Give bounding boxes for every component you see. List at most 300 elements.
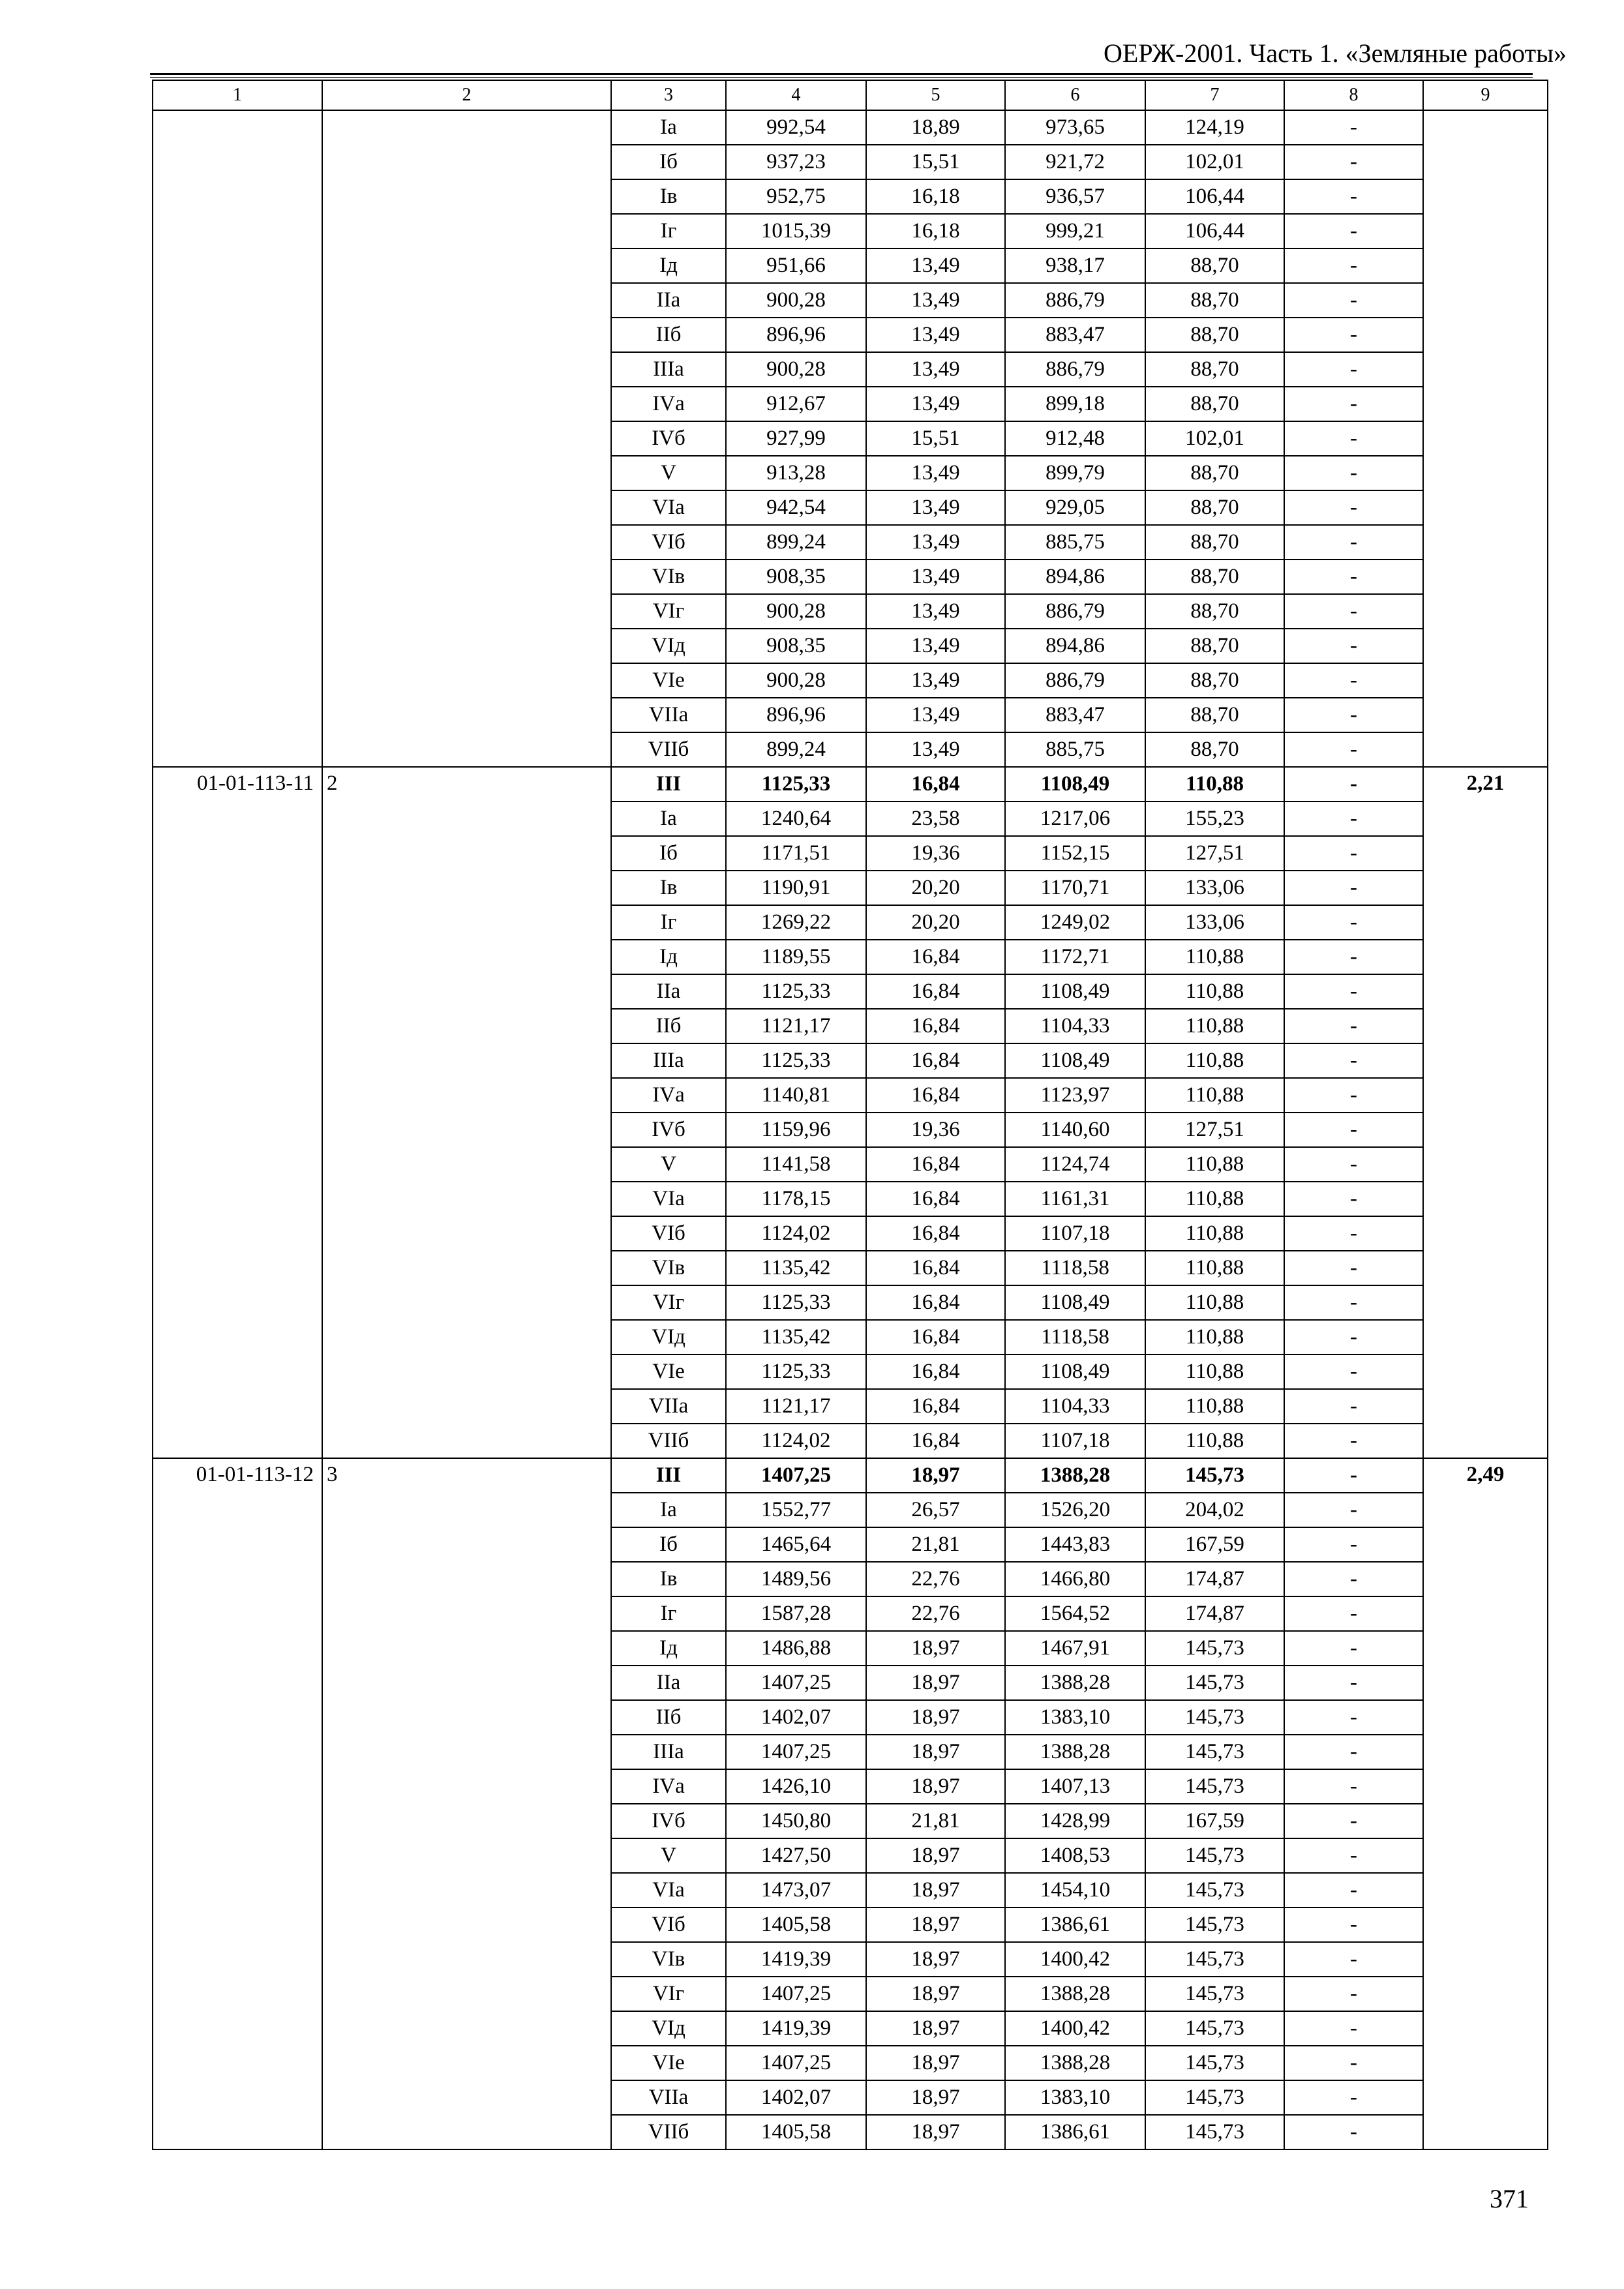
table-cell: V (611, 456, 726, 490)
table-cell: VIе (611, 663, 726, 698)
column-number-row (153, 80, 1548, 110)
table-cell: - (1284, 2011, 1423, 2046)
table-cell: 18,97 (866, 1700, 1005, 1735)
table-cell: - (1284, 1285, 1423, 1320)
table-cell: 16,18 (866, 179, 1005, 214)
table-cell: 88,70 (1145, 594, 1284, 629)
table-cell: 1383,10 (1005, 2080, 1145, 2115)
table-cell: IIIа (611, 1043, 726, 1078)
table-cell: 88,70 (1145, 248, 1284, 283)
table-cell: 1587,28 (726, 1596, 866, 1631)
table-cell: 21,81 (866, 1804, 1005, 1838)
table-cell: VIIб (611, 2115, 726, 2149)
table-cell: - (1284, 1147, 1423, 1182)
table-cell: 13,49 (866, 490, 1005, 525)
table-cell: 1428,99 (1005, 1804, 1145, 1838)
table-cell: 102,01 (1145, 421, 1284, 456)
table-cell: 1104,33 (1005, 1389, 1145, 1424)
table-cell: 174,87 (1145, 1596, 1284, 1631)
table-cell: 127,51 (1145, 1113, 1284, 1147)
table-cell: Iб (611, 836, 726, 871)
table-cell: 927,99 (726, 421, 866, 456)
table-cell: 900,28 (726, 594, 866, 629)
table-cell: 16,84 (866, 1078, 1005, 1113)
table-cell: 16,84 (866, 1354, 1005, 1389)
table-cell: 155,23 (1145, 801, 1284, 836)
table-cell: VIг (611, 1977, 726, 2011)
table-cell: 1141,58 (726, 1147, 866, 1182)
table-cell: 1121,17 (726, 1389, 866, 1424)
table-cell: 1443,83 (1005, 1527, 1145, 1562)
table-cell: 88,70 (1145, 283, 1284, 318)
table-cell: 1402,07 (726, 2080, 866, 2115)
table-cell: 1405,58 (726, 1908, 866, 1942)
table-cell: 896,96 (726, 318, 866, 352)
table-cell: 1135,42 (726, 1251, 866, 1285)
table-cell: 1125,33 (726, 1285, 866, 1320)
table-cell: 900,28 (726, 352, 866, 387)
table-cell: 1402,07 (726, 1700, 866, 1735)
table-cell: 1217,06 (1005, 801, 1145, 836)
coefficient-cell: 2,49 (1423, 1458, 1548, 2149)
table-cell: 19,36 (866, 836, 1005, 871)
table-cell: 1015,39 (726, 214, 866, 248)
table-cell: 110,88 (1145, 1182, 1284, 1216)
table-cell: 894,86 (1005, 560, 1145, 594)
table-cell: 167,59 (1145, 1804, 1284, 1838)
table-cell: 16,84 (866, 1389, 1005, 1424)
header-rule-thin (150, 77, 1533, 78)
table-cell: 1383,10 (1005, 1700, 1145, 1735)
table-cell: 13,49 (866, 387, 1005, 421)
table-cell: 106,44 (1145, 214, 1284, 248)
table-cell: 1486,88 (726, 1631, 866, 1666)
table-cell: 942,54 (726, 490, 866, 525)
table-cell: 26,57 (866, 1493, 1005, 1527)
table-cell: 16,84 (866, 767, 1005, 801)
table-cell: Iа (611, 1493, 726, 1527)
table-cell: - (1284, 1804, 1423, 1838)
table-cell: - (1284, 1977, 1423, 2011)
table-cell: - (1284, 110, 1423, 145)
table-cell: 145,73 (1145, 1838, 1284, 1873)
table-cell: 908,35 (726, 629, 866, 663)
table-cell: - (1284, 905, 1423, 940)
table-cell: 13,49 (866, 525, 1005, 560)
table-cell: Iв (611, 871, 726, 905)
table-cell: IIб (611, 1009, 726, 1043)
table-cell: Iд (611, 940, 726, 974)
table-cell: - (1284, 352, 1423, 387)
table-cell: 1388,28 (1005, 1666, 1145, 1700)
table-cell: - (1284, 1389, 1423, 1424)
table-cell: 951,66 (726, 248, 866, 283)
table-cell: 1408,53 (1005, 1838, 1145, 1873)
table-cell: 929,05 (1005, 490, 1145, 525)
table-cell: 1426,10 (726, 1769, 866, 1804)
table-cell: 110,88 (1145, 1043, 1284, 1078)
table-cell: 110,88 (1145, 1251, 1284, 1285)
table-cell: - (1284, 1666, 1423, 1700)
table-cell: 15,51 (866, 145, 1005, 179)
table-cell: 13,49 (866, 629, 1005, 663)
table-cell: Iг (611, 214, 726, 248)
table-cell: 18,97 (866, 1458, 1005, 1493)
table-cell: 1170,71 (1005, 871, 1145, 905)
table-cell: - (1284, 629, 1423, 663)
table-cell: 1190,91 (726, 871, 866, 905)
table-cell: 1108,49 (1005, 1043, 1145, 1078)
table-cell: - (1284, 2115, 1423, 2149)
table-cell: - (1284, 767, 1423, 801)
table-cell: VIд (611, 1320, 726, 1354)
table-cell: - (1284, 1182, 1423, 1216)
table-cell: 1407,25 (726, 1977, 866, 2011)
table-cell: 13,49 (866, 283, 1005, 318)
table-cell: 18,97 (866, 1666, 1005, 1700)
column-number: 3 (611, 80, 726, 110)
table-cell: 1454,10 (1005, 1873, 1145, 1908)
table-cell: 1125,33 (726, 1354, 866, 1389)
table-cell: - (1284, 387, 1423, 421)
table-cell: - (1284, 525, 1423, 560)
table-cell: VIе (611, 1354, 726, 1389)
table-cell: 999,21 (1005, 214, 1145, 248)
table-cell: VIв (611, 1251, 726, 1285)
table-cell: IVб (611, 1804, 726, 1838)
table-body (153, 80, 1548, 2149)
table-cell: - (1284, 1009, 1423, 1043)
table-cell: 1400,42 (1005, 2011, 1145, 2046)
table-cell: IIа (611, 1666, 726, 1700)
table-cell: - (1284, 1113, 1423, 1147)
column-number: 4 (726, 80, 866, 110)
table-cell: 145,73 (1145, 2080, 1284, 2115)
table-cell: 1125,33 (726, 1043, 866, 1078)
table-cell: 145,73 (1145, 1631, 1284, 1666)
table-cell: 18,97 (866, 1977, 1005, 2011)
table-cell: 1118,58 (1005, 1320, 1145, 1354)
table-cell: - (1284, 1631, 1423, 1666)
table-cell: VIIа (611, 1389, 726, 1424)
table-cell: - (1284, 871, 1423, 905)
table-cell: VIг (611, 594, 726, 629)
table-cell: 16,84 (866, 1424, 1005, 1458)
table-cell: 133,06 (1145, 905, 1284, 940)
table-cell: - (1284, 248, 1423, 283)
table-cell: Iа (611, 110, 726, 145)
table-cell: 88,70 (1145, 560, 1284, 594)
table-cell: VIIб (611, 1424, 726, 1458)
table-cell: 1161,31 (1005, 1182, 1145, 1216)
work-code-cell: 01-01-113-11 (153, 767, 322, 1458)
table-cell: 88,70 (1145, 387, 1284, 421)
table-cell: 1388,28 (1005, 2046, 1145, 2080)
price-table (152, 80, 1548, 2150)
table-cell: - (1284, 1873, 1423, 1908)
table-cell: VIб (611, 1908, 726, 1942)
table-cell: 1419,39 (726, 1942, 866, 1977)
table-cell: Iг (611, 1596, 726, 1631)
table-cell: IIIа (611, 1735, 726, 1769)
table-cell: Iа (611, 801, 726, 836)
table-cell: 1172,71 (1005, 940, 1145, 974)
table-cell: 1108,49 (1005, 1354, 1145, 1389)
table-cell: 145,73 (1145, 1700, 1284, 1735)
table-cell: IIб (611, 318, 726, 352)
table-cell: 16,84 (866, 974, 1005, 1009)
table-cell: 921,72 (1005, 145, 1145, 179)
table-cell: VIIа (611, 2080, 726, 2115)
table-cell: IVа (611, 1078, 726, 1113)
table-cell: 110,88 (1145, 940, 1284, 974)
table-cell: 110,88 (1145, 1078, 1284, 1113)
table-cell: 15,51 (866, 421, 1005, 456)
table-cell: 18,97 (866, 2011, 1005, 2046)
table-cell: 18,97 (866, 2080, 1005, 2115)
column-number: 5 (866, 80, 1005, 110)
table-cell: 145,73 (1145, 1942, 1284, 1977)
table-cell: 908,35 (726, 560, 866, 594)
table-cell: - (1284, 1251, 1423, 1285)
table-cell: 1388,28 (1005, 1458, 1145, 1493)
table-cell: 133,06 (1145, 871, 1284, 905)
table-cell: Iб (611, 1527, 726, 1562)
table-cell: 18,97 (866, 1735, 1005, 1769)
table-cell: 88,70 (1145, 456, 1284, 490)
table-cell: - (1284, 1562, 1423, 1596)
table-cell: 1388,28 (1005, 1735, 1145, 1769)
table-cell: 145,73 (1145, 1458, 1284, 1493)
table-cell: 1465,64 (726, 1527, 866, 1562)
table-cell: 110,88 (1145, 974, 1284, 1009)
table-row (153, 1458, 1548, 1493)
description-cell: 2 (322, 767, 611, 1458)
table-cell: 145,73 (1145, 1908, 1284, 1942)
table-cell: 13,49 (866, 560, 1005, 594)
table-cell: - (1284, 145, 1423, 179)
table-cell: 1240,64 (726, 801, 866, 836)
table-cell: 886,79 (1005, 352, 1145, 387)
table-cell: 1107,18 (1005, 1424, 1145, 1458)
table-cell: 883,47 (1005, 318, 1145, 352)
description-cell: 3 (322, 1458, 611, 2149)
table-cell: - (1284, 940, 1423, 974)
table-cell: 16,18 (866, 214, 1005, 248)
table-cell: 167,59 (1145, 1527, 1284, 1562)
table-cell: 1125,33 (726, 767, 866, 801)
work-code-cell (153, 110, 322, 767)
table-cell: 204,02 (1145, 1493, 1284, 1527)
table-cell: 13,49 (866, 456, 1005, 490)
table-cell: 16,84 (866, 1009, 1005, 1043)
table-cell: 1125,33 (726, 974, 866, 1009)
table-cell: 18,97 (866, 1838, 1005, 1873)
table-cell: - (1284, 456, 1423, 490)
table-cell: VIе (611, 2046, 726, 2080)
table-cell: VIб (611, 1216, 726, 1251)
table-cell: 145,73 (1145, 1977, 1284, 2011)
table-cell: 1407,25 (726, 2046, 866, 2080)
table-cell: 16,84 (866, 1251, 1005, 1285)
table-cell: 1135,42 (726, 1320, 866, 1354)
table-cell: 1473,07 (726, 1873, 866, 1908)
table-cell: Iб (611, 145, 726, 179)
table-cell: 1419,39 (726, 2011, 866, 2046)
table-cell: 145,73 (1145, 1735, 1284, 1769)
table-cell: 1152,15 (1005, 836, 1145, 871)
table-cell: 88,70 (1145, 732, 1284, 767)
table-cell: - (1284, 179, 1423, 214)
table-cell: 1400,42 (1005, 1942, 1145, 1977)
table-cell: VIа (611, 1182, 726, 1216)
table-cell: - (1284, 1043, 1423, 1078)
table-cell: 886,79 (1005, 663, 1145, 698)
table-cell: VIIб (611, 732, 726, 767)
table-cell: 952,75 (726, 179, 866, 214)
table-cell: - (1284, 2046, 1423, 2080)
table-cell: 1121,17 (726, 1009, 866, 1043)
table-cell: VIа (611, 1873, 726, 1908)
table-cell: 1107,18 (1005, 1216, 1145, 1251)
table-cell: - (1284, 836, 1423, 871)
table-cell: 16,84 (866, 940, 1005, 974)
table-cell: 1407,25 (726, 1666, 866, 1700)
table-cell: VIа (611, 490, 726, 525)
table-cell: 938,17 (1005, 248, 1145, 283)
table-cell: 16,84 (866, 1147, 1005, 1182)
table-cell: 886,79 (1005, 283, 1145, 318)
table-cell: 174,87 (1145, 1562, 1284, 1596)
table-cell: 1108,49 (1005, 767, 1145, 801)
table-cell: 88,70 (1145, 698, 1284, 732)
table-cell: - (1284, 2080, 1423, 2115)
table-cell: 88,70 (1145, 352, 1284, 387)
table-cell: 896,96 (726, 698, 866, 732)
table-cell: Iв (611, 1562, 726, 1596)
table-cell: 18,97 (866, 1873, 1005, 1908)
table-cell: 1249,02 (1005, 905, 1145, 940)
table-cell: Iд (611, 1631, 726, 1666)
table-cell: 18,97 (866, 1769, 1005, 1804)
table-cell: 13,49 (866, 663, 1005, 698)
table-cell: 885,75 (1005, 525, 1145, 560)
table-cell: - (1284, 1320, 1423, 1354)
table-cell: 22,76 (866, 1562, 1005, 1596)
table-cell: 1140,60 (1005, 1113, 1145, 1147)
coefficient-cell: 2,21 (1423, 767, 1548, 1458)
table-cell: 1108,49 (1005, 1285, 1145, 1320)
table-cell: IIа (611, 974, 726, 1009)
table-cell: 1123,97 (1005, 1078, 1145, 1113)
table-cell: 1407,25 (726, 1735, 866, 1769)
table-cell: IIIа (611, 352, 726, 387)
table-cell: - (1284, 1493, 1423, 1527)
table-cell: - (1284, 698, 1423, 732)
table-cell: - (1284, 663, 1423, 698)
table-cell: 23,58 (866, 801, 1005, 836)
table-cell: V (611, 1147, 726, 1182)
table-cell: - (1284, 560, 1423, 594)
table-cell: 110,88 (1145, 1285, 1284, 1320)
table-cell: 145,73 (1145, 1873, 1284, 1908)
table-cell: - (1284, 1596, 1423, 1631)
table-cell: 1467,91 (1005, 1631, 1145, 1666)
table-cell: VIд (611, 2011, 726, 2046)
table-cell: 1269,22 (726, 905, 866, 940)
table-cell: - (1284, 1700, 1423, 1735)
table-cell: III (611, 1458, 726, 1493)
table-cell: 21,81 (866, 1527, 1005, 1562)
table-cell: 145,73 (1145, 2046, 1284, 2080)
table-cell: - (1284, 214, 1423, 248)
table-cell: 13,49 (866, 248, 1005, 283)
table-cell: - (1284, 1354, 1423, 1389)
table-cell: 106,44 (1145, 179, 1284, 214)
column-number: 2 (322, 80, 611, 110)
table-cell: IIа (611, 283, 726, 318)
table-cell: 885,75 (1005, 732, 1145, 767)
table-cell: 110,88 (1145, 1389, 1284, 1424)
column-number: 8 (1284, 80, 1423, 110)
table-cell: 899,24 (726, 525, 866, 560)
table-cell: 88,70 (1145, 490, 1284, 525)
table-cell: - (1284, 974, 1423, 1009)
table-cell: 1388,28 (1005, 1977, 1145, 2011)
table-cell: Iд (611, 248, 726, 283)
table-cell: - (1284, 732, 1423, 767)
table-cell: 102,01 (1145, 145, 1284, 179)
table-cell: IVб (611, 421, 726, 456)
table-cell: V (611, 1838, 726, 1873)
table-cell: - (1284, 1424, 1423, 1458)
table-cell: 1118,58 (1005, 1251, 1145, 1285)
description-cell (322, 110, 611, 767)
column-number: 6 (1005, 80, 1145, 110)
table-cell: - (1284, 1458, 1423, 1493)
table-cell: Iг (611, 905, 726, 940)
table-cell: 18,97 (866, 1942, 1005, 1977)
table-cell: 16,84 (866, 1182, 1005, 1216)
table-cell: 1159,96 (726, 1113, 866, 1147)
table-cell: 1171,51 (726, 836, 866, 871)
table-cell: III (611, 767, 726, 801)
table-cell: 145,73 (1145, 2011, 1284, 2046)
table-cell: - (1284, 490, 1423, 525)
table-cell: - (1284, 1838, 1423, 1873)
table-cell: - (1284, 1527, 1423, 1562)
table-cell: IVа (611, 1769, 726, 1804)
table-cell: 886,79 (1005, 594, 1145, 629)
table-cell: 110,88 (1145, 1320, 1284, 1354)
table-cell: 1450,80 (726, 1804, 866, 1838)
table-cell: 20,20 (866, 871, 1005, 905)
column-number: 9 (1423, 80, 1548, 110)
table-cell: 18,97 (866, 2115, 1005, 2149)
work-code-cell: 01-01-113-12 (153, 1458, 322, 2149)
table-cell: 13,49 (866, 352, 1005, 387)
table-cell: 16,84 (866, 1285, 1005, 1320)
table-cell: 899,18 (1005, 387, 1145, 421)
table-cell: 1466,80 (1005, 1562, 1145, 1596)
table-cell: VIб (611, 525, 726, 560)
table-cell: 1407,13 (1005, 1769, 1145, 1804)
table-cell: - (1284, 1908, 1423, 1942)
table-cell: 1178,15 (726, 1182, 866, 1216)
column-number: 7 (1145, 80, 1284, 110)
table-cell: 145,73 (1145, 1769, 1284, 1804)
table-cell: 110,88 (1145, 767, 1284, 801)
